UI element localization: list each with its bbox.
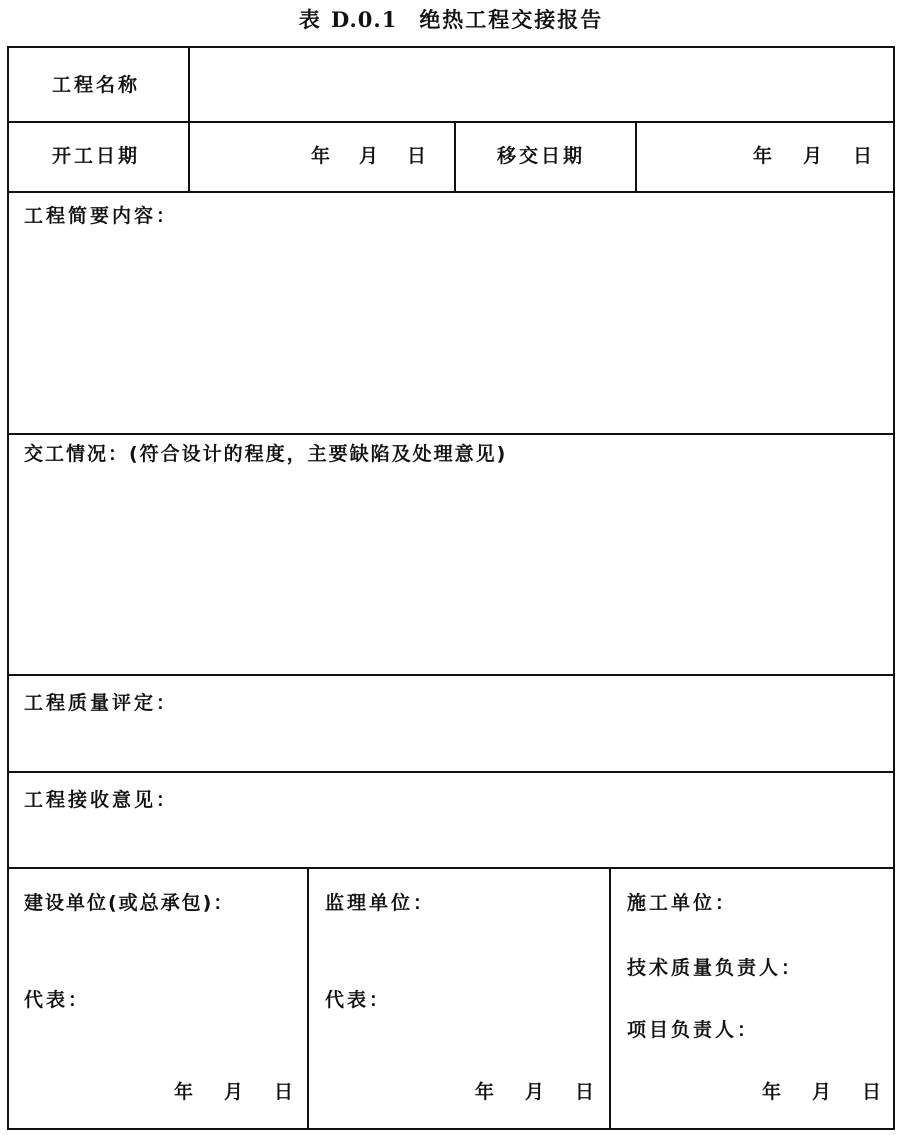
date-day: 日 xyxy=(575,1081,598,1103)
contractor-tech-label: 技术质量负责人： xyxy=(627,957,804,979)
title-prefix: 表 xyxy=(298,8,322,32)
date-year: 年 xyxy=(753,145,776,167)
supervisor-unit-label: 监理单位： xyxy=(325,892,436,914)
owner-rep-label: 代表： xyxy=(24,989,91,1011)
date-year: 年 xyxy=(475,1081,498,1103)
owner-date xyxy=(174,1081,296,1103)
table-code: D.0.1 xyxy=(331,7,398,32)
summary-label: 工程简要内容： xyxy=(24,205,179,227)
title-text: 绝热工程交接报告 xyxy=(419,8,604,32)
column-divider xyxy=(609,867,611,1130)
contractor-pm-label: 项目负责人： xyxy=(627,1019,760,1041)
date-month: 月 xyxy=(812,1081,835,1103)
start-date-label: 开工日期 xyxy=(52,145,141,167)
date-month: 月 xyxy=(525,1081,548,1103)
row-divider xyxy=(9,674,893,676)
row-divider xyxy=(9,121,893,123)
date-day: 日 xyxy=(862,1081,885,1103)
date-month: 月 xyxy=(224,1081,247,1103)
quality-label: 工程质量评定： xyxy=(24,692,179,714)
row-divider xyxy=(9,771,893,773)
contractor-unit-label: 施工单位： xyxy=(627,892,738,914)
date-day: 日 xyxy=(274,1081,297,1103)
handover-status-label: 交工情况：(符合设计的程度，主要缺陷及处理意见) xyxy=(24,443,508,465)
date-year: 年 xyxy=(311,145,334,167)
date-month: 月 xyxy=(803,145,826,167)
handover-date-value xyxy=(753,145,875,167)
date-month: 月 xyxy=(359,145,382,167)
column-divider xyxy=(454,121,456,191)
document-title xyxy=(0,4,902,34)
date-day: 日 xyxy=(407,145,430,167)
owner-unit-label: 建设单位(或总承包)： xyxy=(24,892,235,914)
handover-date-label: 移交日期 xyxy=(497,145,586,167)
row-divider xyxy=(9,433,893,435)
date-day: 日 xyxy=(853,145,876,167)
project-name-label: 工程名称 xyxy=(52,74,141,96)
row-divider xyxy=(9,867,893,869)
date-year: 年 xyxy=(174,1081,197,1103)
contractor-date xyxy=(762,1081,884,1103)
column-divider xyxy=(635,121,637,191)
supervisor-rep-label: 代表： xyxy=(325,989,392,1011)
acceptance-label: 工程接收意见： xyxy=(24,789,179,811)
column-divider xyxy=(188,48,190,191)
start-date-value xyxy=(311,145,429,167)
row-divider xyxy=(9,191,893,193)
supervisor-date xyxy=(475,1081,597,1103)
date-year: 年 xyxy=(762,1081,785,1103)
column-divider xyxy=(307,867,309,1130)
